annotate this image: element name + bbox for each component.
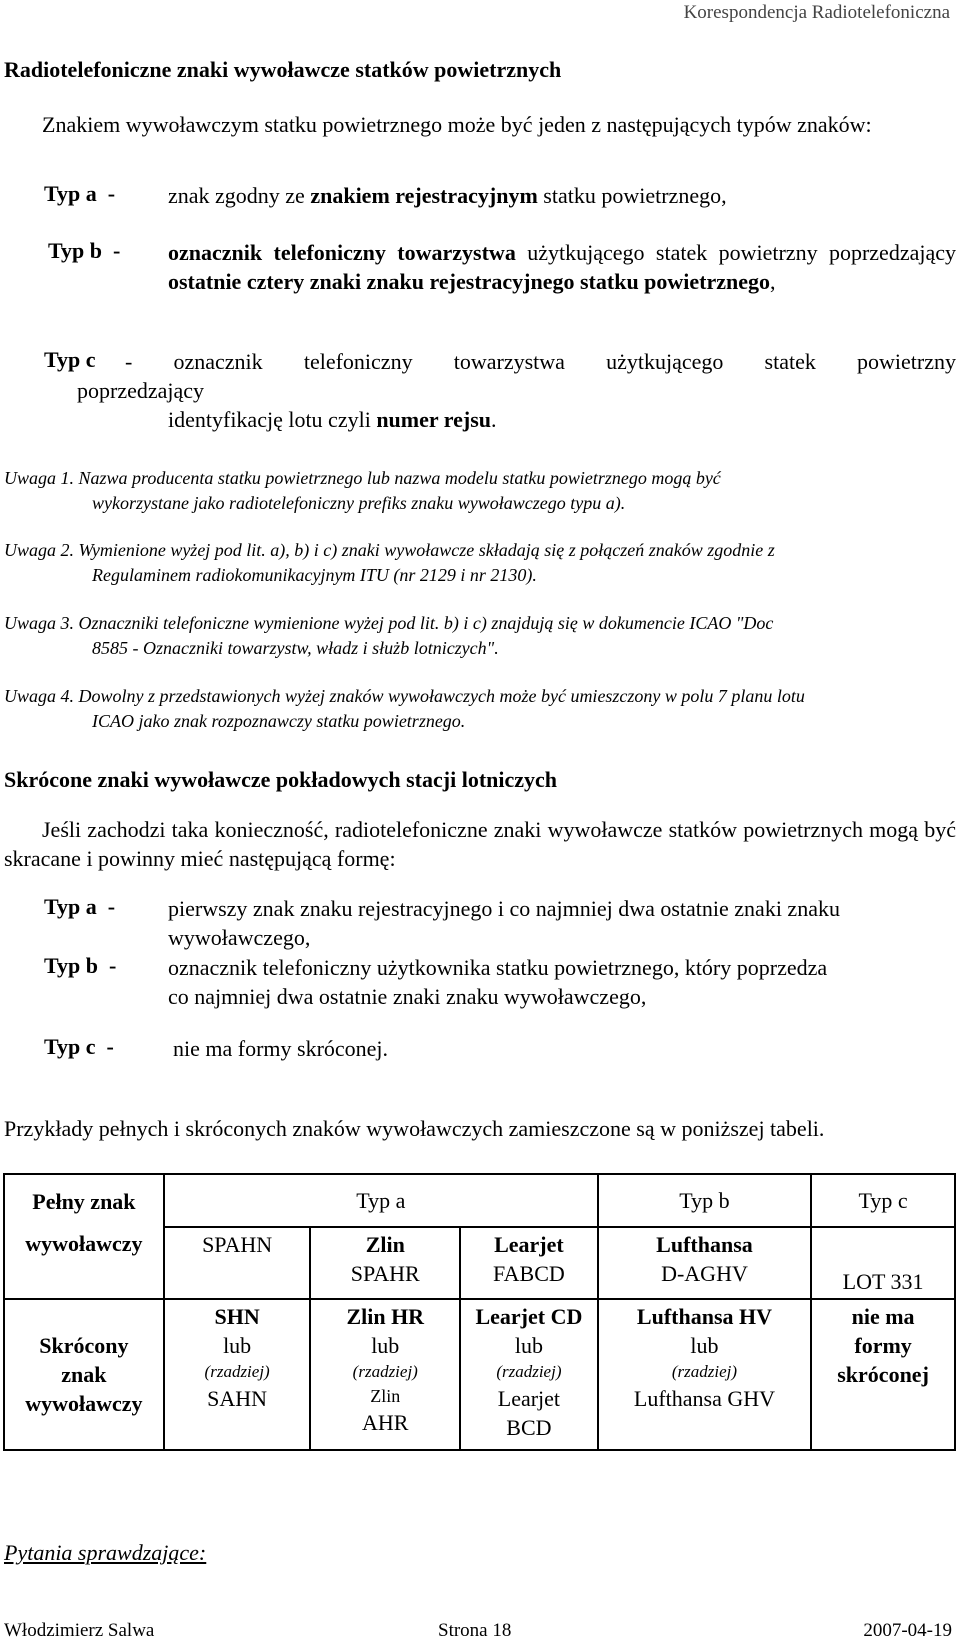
note-2-line1: Uwaga 2. Wymienione wyżej pod lit. a), b) i c) znaki wywoławcze składają się z połączeń znaków zgodnie z (4, 540, 775, 560)
short-shn: SHN lub (rzadziej) SAHN (164, 1299, 311, 1450)
footer-page-number: Strona 18 (438, 1620, 512, 1641)
short-type-c-label: Typ c - (44, 1034, 114, 1059)
note-3-line2: 8585 - Oznaczniki towarzystw, władz i służb lotniczych". (92, 638, 499, 658)
type-a-description: znak zgodny ze znakiem rejestracyjnym statku powietrznego, (168, 183, 727, 208)
header-full-callsign-cont: wywoławczy (4, 1227, 164, 1299)
callsign-table (3, 1173, 956, 1451)
intro-paragraph: Znakiem wywoławczym statku powietrznego może być jeden z następujących typów znaków: (42, 112, 872, 137)
note-3-line1: Uwaga 3. Oznaczniki telefoniczne wymienione wyżej pod lit. b) i c) znajdują się w dokumencie ICAO "Doc (4, 613, 774, 633)
type-b-label: Typ b - (48, 238, 121, 263)
short-type-b-line2: co najmniej dwa ostatnie znaki znaku wywoławczego, (168, 984, 647, 1009)
full-learjet: Learjet FABCD (460, 1227, 598, 1299)
full-zlin: Zlin SPAHR (310, 1227, 460, 1299)
type-c-label: Typ c (44, 347, 96, 372)
section-title-short-callsigns: Skrócone znaki wywoławcze pokładowych stacji lotniczych (4, 767, 558, 792)
review-questions-heading: Pytania sprawdzające: (4, 1540, 207, 1565)
examples-sentence: Przykłady pełnych i skróconych znaków wywoławczych zamieszczone są w poniższej tabeli. (4, 1116, 825, 1141)
footer-author: Włodzimierz Salwa (4, 1620, 155, 1641)
short-type-c-line1: nie ma formy skróconej. (173, 1036, 389, 1061)
short-type-b-line1: oznacznik telefoniczny użytkownika statku powietrznego, który poprzedza (168, 955, 828, 980)
note-4-line1: Uwaga 4. Dowolny z przedstawionych wyżej znaków wywoławczych może być umieszczony w polu 7 planu lotu (4, 686, 805, 706)
footer-date: 2007-04-19 (863, 1620, 952, 1641)
header-short-callsign: Skrócony znak wywoławczy (4, 1299, 164, 1450)
header-type-b: Typ b (598, 1174, 811, 1227)
type-c-line3: identyfikację lotu czyli numer rejsu. (168, 407, 497, 432)
type-c-line1: - oznacznik telefoniczny towarzystwa użytkującego statek powietrzny (125, 349, 956, 374)
short-type-a-label: Typ a - (44, 894, 116, 919)
header-full-callsign: Pełny znak (4, 1174, 164, 1227)
type-b-description: oznacznik telefoniczny towarzystwa użytkującego statek powietrzny poprzedzający ostatnie cztery znaki znaku rejestracyjnego statku powietrznego, (168, 240, 956, 294)
short-zlin: Zlin HR lub (rzadziej) Zlin AHR (310, 1299, 460, 1450)
full-lufthansa: Lufthansa D-AGHV (598, 1227, 811, 1299)
header-type-a: Typ a (164, 1174, 598, 1227)
short-type-a-line2: wywoławczego, (168, 925, 311, 950)
note-1-line1: Uwaga 1. Nazwa producenta statku powietrznego lub nazwa modelu statku powietrznego mogą być (4, 468, 721, 488)
short-lot: nie ma formy skróconej (811, 1299, 955, 1450)
short-type-b-label: Typ b - (44, 953, 117, 978)
note-1-line2: wykorzystane jako radiotelefoniczny prefiks znaku wywoławczego typu a). (92, 493, 626, 513)
type-c-line2: poprzedzający (77, 378, 205, 403)
note-4-line2: ICAO jako znak rozpoznawczy statku powietrznego. (92, 711, 466, 731)
type-a-label: Typ a - (44, 181, 116, 206)
page-header: Korespondencja Radiotelefoniczna (683, 2, 950, 23)
header-type-c: Typ c (811, 1174, 955, 1227)
section-title-callsigns: Radiotelefoniczne znaki wywoławcze statków powietrznych (4, 57, 562, 82)
full-spahn: SPAHN (164, 1227, 311, 1299)
short-lufthansa: Lufthansa HV lub (rzadziej) Lufthansa GHV (598, 1299, 811, 1450)
short-type-a-line1: pierwszy znak znaku rejestracyjnego i co najmniej dwa ostatnie znaki znaku (168, 896, 840, 921)
short-intro-paragraph: Jeśli zachodzi taka konieczność, radiotelefoniczne znaki wywoławcze statków powietrznych mogą być skracane i powinny mieć następującą formę: (4, 817, 956, 871)
note-2-line2: Regulaminem radiokomunikacyjnym ITU (nr 2129 i nr 2130). (92, 565, 537, 585)
full-lot: LOT 331 (811, 1227, 955, 1299)
short-learjet: Learjet CD lub (rzadziej) Learjet BCD (460, 1299, 598, 1450)
